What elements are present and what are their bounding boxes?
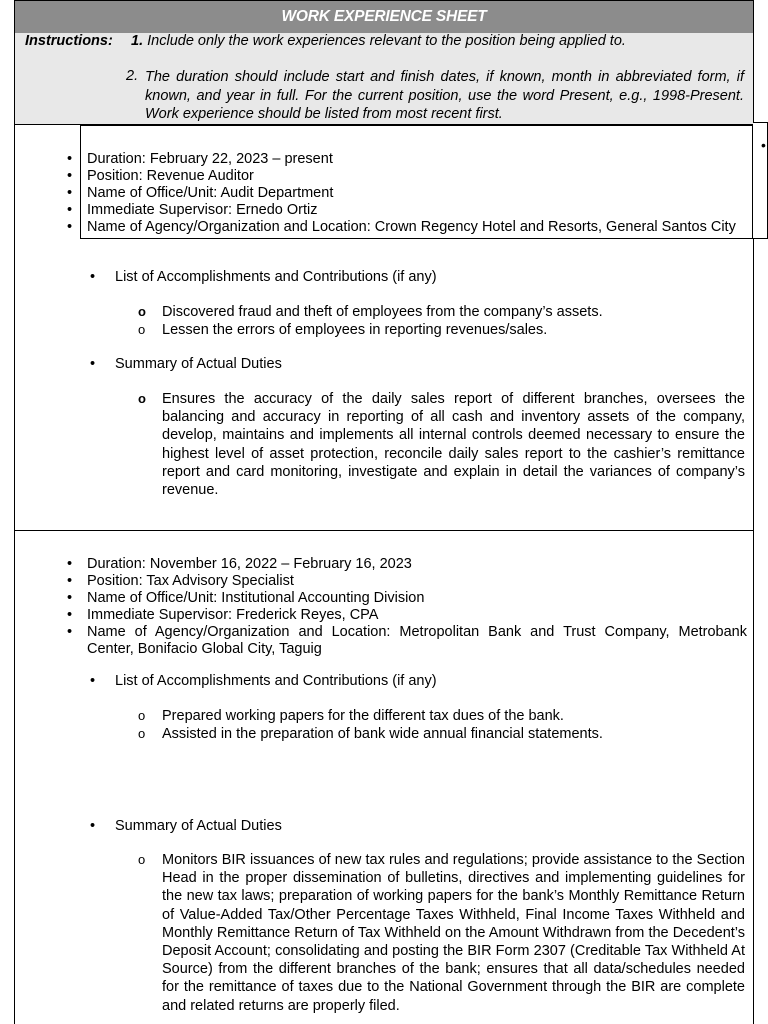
list-item: • Immediate Supervisor: Ernedo Ortiz <box>67 202 318 218</box>
immediate-supervisor: Immediate Supervisor: Ernedo Ortiz <box>87 202 318 218</box>
instructions-panel <box>15 33 753 125</box>
instruction-2-number: 2. <box>126 68 139 84</box>
sheet-title: WORK EXPERIENCE SHEET <box>15 0 753 34</box>
list-item: o Ensures the accuracy of the daily sales report of different branches, oversees the balancing and accuracy in reporting of all cash and inventory assets of the company, develop, maintains and implements all internal controls deemed necessary to ensure the highest level of asset protection, reconcile daily sales report to the cashier’s remittance report and card monitoring, investigate and explain in detail the variances of company’s revenue. <box>138 391 745 499</box>
instructions-label: Instructions: <box>25 33 113 49</box>
position: Position: Tax Advisory Specialist <box>87 573 294 589</box>
experience-entry-2: • Duration: November 16, 2022 – February 16, 2023 • Position: Tax Advisory Specialist • Name of Office/Unit: Institutional Accounting Division • Immediate Supervisor: Frederick Reyes, CPA • Name of Agency/Organization and Location: Metropolitan Bank and Trust Company, Metrobank Center, Bonifacio Global City, Taguig • List of Accomplishments and Contributions (if any) o Prepared working papers for the different tax dues of the bank. o Assisted in the preparation of bank wide annual financial statements. • Summary of Actual Duties o Monitors BIR issuances of new tax rules and regulations; provide assistance to the Section Head in the proper dissemination of bulletins, directives and implementing guidelines for the new tax laws; preparation of working papers for the bank’s Monthly Remittance Return of Value-Added Tax/Other Percentage Taxes Withheld, Final Income Taxes Withheld and Monthly Remittance Return of Tax Withheld on the Amount Withdrawn from the Decedent’s Deposit Account; consolidating and posting the BIR Form 2307 (Creditable Tax Withheld At Source) from the different branches of the bank; ensures that all data/schedules needed for the remittance of taxes due to the National Government through the BIR are complete and related returns are properly filed. <box>67 556 747 1014</box>
list-item: • Position: Revenue Auditor <box>67 168 254 184</box>
office-unit: Name of Office/Unit: Institutional Accounting Division <box>87 590 425 606</box>
immediate-supervisor: Immediate Supervisor: Frederick Reyes, CPA <box>87 607 379 623</box>
list-item: • Name of Agency/Organization and Location: Metropolitan Bank and Trust Company, Metrobank Center, Bonifacio Global City, Taguig <box>67 624 747 657</box>
side-bullet: • <box>761 137 766 153</box>
agency-location: Name of Agency/Organization and Location: Metropolitan Bank and Trust Company, Metrobank Center, Bonifacio Global City, Taguig <box>87 624 747 657</box>
list-item: o Lessen the errors of employees in reporting revenues/sales. <box>138 322 548 339</box>
list-item: o Assisted in the preparation of bank wide annual financial statements. <box>138 726 603 743</box>
instruction-1-number: 1. <box>131 33 144 49</box>
list-item: • Immediate Supervisor: Frederick Reyes, CPA <box>67 607 379 623</box>
position: Position: Revenue Auditor <box>87 168 254 184</box>
instruction-1 <box>131 33 626 49</box>
experience-entry-1: • Duration: February 22, 2023 – present • Position: Revenue Auditor • Name of Office/Unit: Audit Department • Immediate Supervisor: Ernedo Ortiz • Name of Agency/Organization and Location: Crown Regency Hotel and Resorts, General Santos City • List of Accomplishments and Contributions (if any) o Discovered fraud and theft of employees from the company’s assets. o Lessen the errors of employees in reporting revenues/sales. • Summary of Actual Duties o Ensures the accuracy of the daily sales report of different branches, oversees the balancing and accuracy in reporting of all cash and inventory assets of the company, develop, maintains and implements all internal controls deemed necessary to ensure the highest level of asset protection, reconcile daily sales report to the cashier’s remittance report and card monitoring, investigate and explain in detail the variances of company’s revenue. <box>15 125 753 531</box>
accomplishments-list <box>138 303 745 339</box>
list-item: • Duration: November 16, 2022 – February 16, 2023 <box>67 556 412 572</box>
list-item: o Monitors BIR issuances of new tax rules and regulations; provide assistance to the Section Head in the proper dissemination of bulletins, directives and implementing guidelines for the new tax laws; preparation of working papers for the bank’s Monthly Remittance Return of Value-Added Tax/Other Percentage Taxes Withheld, Final Income Taxes Withheld and Monthly Remittance Return of Tax Withheld on the Amount Withdrawn from the Decedent’s Deposit Account; consolidating and posting the BIR Form 2307 (Creditable Tax Withheld At Source) from the different branches of the bank; ensures that all data/schedules needed for the remittance of taxes due to the National Government through the BIR are complete and related returns are properly filed. <box>138 852 745 1014</box>
list-item: • Name of Office/Unit: Institutional Accounting Division <box>67 590 425 606</box>
duration: Duration: November 16, 2022 – February 16, 2023 <box>87 556 412 572</box>
duties-list <box>138 390 745 499</box>
list-item: • Duration: February 22, 2023 – present <box>67 151 333 167</box>
list-item: • Name of Agency/Organization and Location: Crown Regency Hotel and Resorts, General Santos City <box>67 219 736 235</box>
list-item: o Discovered fraud and theft of employees from the company’s assets. <box>138 304 603 320</box>
duration: Duration: February 22, 2023 – present <box>87 151 333 167</box>
list-item: o Prepared working papers for the different tax dues of the bank. <box>138 708 564 724</box>
instruction-1-text: Include only the work experiences relevant to the position being applied to. <box>147 33 626 49</box>
duties-list <box>138 851 745 1015</box>
instruction-2-text: The duration should include start and finish dates, if known, month in abbreviated form, if known, and year in full. For the current position, use the word Present, e.g., 1998-Present. Work experience should be listed from most recent first. <box>145 69 744 122</box>
list-item: • Name of Office/Unit: Audit Department <box>67 185 334 201</box>
agency-location: Name of Agency/Organization and Location: Crown Regency Hotel and Resorts, General Santos City <box>87 219 736 235</box>
accomplishments-list <box>138 707 745 743</box>
text-box-frame <box>80 125 753 239</box>
office-unit: Name of Office/Unit: Audit Department <box>87 185 334 201</box>
experience-2-details <box>67 556 747 658</box>
list-item: • Position: Tax Advisory Specialist <box>67 573 294 589</box>
